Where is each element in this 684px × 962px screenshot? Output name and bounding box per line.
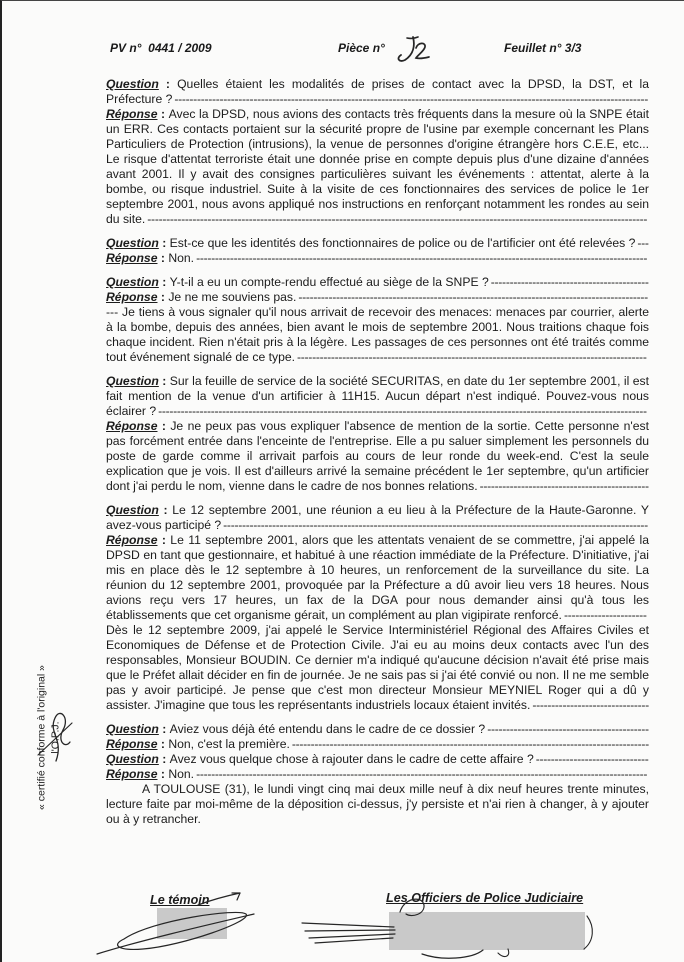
qa-text: --- Je tiens à vous signaler qu'il nous arrivait de recevoir des menaces: menaces par courrier, alerte à la bombe, depuis des années, bien avant le mois de septembre 2001. Nous traitions chaque fois chaque incident. Rien n'était pris à la légère. Les passages de ces personnes ont été traités comme tout événement signalé de ce type. (106, 305, 649, 364)
qa-separator: : (158, 503, 173, 517)
qa-entry (106, 275, 649, 290)
qa-label: Question (106, 77, 159, 91)
qa-block (106, 236, 649, 266)
dash-filler: ------------------------------------------------------------------------------------------------------------------------ (196, 251, 648, 265)
qa-entry (106, 623, 649, 713)
dash-filler: ------------------------------------------------------------------------------------------------------------------------------------- (147, 212, 648, 226)
qa-label: Réponse (106, 737, 158, 751)
qa-block (106, 722, 649, 827)
qa-label: Réponse (106, 767, 158, 781)
qa-entry (106, 737, 649, 752)
qa-text: Dès le 12 septembre 2009, j'ai appelé le Service Interministériel Régional des Affaires Civiles et Economiques de Défense et de Protection Civile. J'ai eu au moins deux contacts avec l'un des responsables, Monsieur BOUDIN. Ce dernier m'a indiqué qu'aucune décision n'avait été prise mais que le Préfet allait décider en fin de journée. Je ne sais pas si j'ai été convié ou non. Il ne me semble pas y avoir participé. Je pense que c'est mon directeur Monsieur MEYNIEL Roger qui a dû y assister. J'imagine que tous les représentants industriels locaux étaient invités. (106, 623, 649, 712)
qa-separator: : (157, 290, 169, 304)
qa-separator: : (158, 722, 170, 736)
feuillet-number: Feuillet n° 3/3 (504, 41, 582, 55)
qa-block (106, 503, 649, 713)
qa-text: Avec la DPSD, nous avions des contacts très fréquents dans la mesure où la SNPE était un ERR. Ces contacts portaient sur la sécurité propre de l'usine par exemple concernant les Plans Particuliers de Protection (intrusions), la venue de personnes d'origine étrangère hors C.E.E, etc... Le risque d'attentat terroriste était une donnée prise en compte depuis plus d'une dizaine d'années avant 2001. Il y avait des consignes particulières suivant les événements : attentat, alerte à la bombe, ou risque industriel. Suite à la visite de ces fonctionnaires des services de police le 1er septembre 2001, nous avons appliqué nos instructions en renforçant notamment les rondes au sein du site. (106, 107, 649, 226)
qa-text: Est-ce que les identités des fonctionnaires de police ou de l'artificier ont été relevées ? (169, 236, 636, 250)
qa-separator: : (157, 251, 169, 265)
qa-separator: : (157, 107, 169, 121)
qa-separator: : (158, 77, 178, 91)
qa-entry (106, 236, 649, 251)
qa-text: Non. (168, 767, 195, 781)
qa-entry (106, 107, 649, 227)
witness-signature-label: Le témoin (150, 893, 210, 907)
certification-text: « certifié conforme à l'original » (35, 665, 48, 810)
qa-entry (106, 503, 649, 533)
dash-filler: ----------------------------------------------------------------------------------------------- (291, 737, 649, 751)
qa-entry (106, 722, 649, 737)
pv-number: PV n° 0441 / 2009 (110, 41, 212, 55)
dash-filler: ------------------------------------------------------------------------------------------------------------------------------ (174, 92, 648, 106)
qa-entry (106, 290, 649, 305)
dash-filler: ------------------------------------------ (490, 275, 649, 289)
qa-separator: : (158, 275, 170, 289)
qa-label: Question (106, 374, 159, 388)
officers-name-redaction (389, 912, 585, 950)
qa-separator: : (158, 374, 170, 388)
signature-area (2, 890, 684, 962)
dash-filler: --------------------------------------------- (479, 479, 649, 493)
deposition-body (106, 77, 649, 827)
dash-filler: ------------------------------ (535, 752, 649, 766)
qa-text: Non. (168, 251, 195, 265)
qa-entry (106, 767, 649, 782)
qa-text: Le 11 septembre 2001, alors que les attentats venaient de se commettre, j'ai appelé la DPSD en tant que gestionnaire, et habitué à une réaction immédiate de la Préfecture. D'initiative, j'ai mis en place dès le 12 septembre à 10 heures, un renforcement de la surveillance du site. La réunion du 12 septembre 2001, provoquée par la Préfecture a dû avoir lieu vers 18 heures. Nous avions reçu vers 17 heures, un fax de la DGA pour nous demander ainsi qu'à tous les établissements que cet organisme gérait, un complément au plan vigipirate renforcé. (106, 533, 649, 622)
qa-entry (106, 419, 649, 494)
qa-text: Je ne me souviens pas. (168, 290, 297, 304)
opj-text: l'O.P.J. (49, 721, 62, 754)
dash-filler: ------------------------------- (532, 698, 649, 712)
qa-entry (106, 305, 649, 365)
witness-name-redaction (157, 908, 227, 939)
qa-separator: : (158, 752, 170, 766)
qa-text: A TOULOUSE (31), le lundi vingt cinq mai deux mille neuf à dix neuf heures trente minutes, lecture faite par moi-même de la déposition ci-dessus, j'y persiste et n'ai rien à changer, à y ajouter ou à y retrancher. (106, 782, 649, 826)
qa-text: Quelles étaient les modalités de prises de contact avec la DPSD, la DST, et la Préfecture ? (106, 77, 649, 106)
qa-block (106, 77, 649, 227)
qa-entry (106, 782, 649, 827)
opj-initials-scribble (26, 701, 78, 773)
qa-entry (106, 752, 649, 767)
qa-label: Réponse (106, 419, 158, 433)
qa-separator: : (157, 419, 171, 433)
qa-text: Non, c'est la première. (168, 737, 290, 751)
dash-filler: ----------------------------------------------------------------------------------------------------------------- (223, 518, 648, 532)
qa-label: Question (106, 275, 159, 289)
qa-label: Question (106, 752, 159, 766)
qa-separator: : (157, 533, 171, 547)
qa-label: Réponse (106, 107, 158, 121)
qa-label: Question (106, 503, 159, 517)
handwritten-piece-number (393, 32, 433, 68)
dash-filler: ------------------------------------------- (487, 722, 649, 736)
qa-block (106, 275, 649, 365)
dash-filler: ------------------------------------------------------------------------------------------------------------------------ (196, 767, 648, 781)
qa-label: Réponse (106, 251, 158, 265)
qa-text: Le 12 septembre 2001, une réunion a eu lieu à la Préfecture de la Haute-Garonne. Y avez-vous participé ? (106, 503, 649, 532)
qa-label: Question (106, 722, 159, 736)
qa-text: Y-t-il a eu un compte-rendu effectué au siège de la SNPE ? (169, 275, 489, 289)
piece-number-label: Pièce n° (338, 41, 385, 55)
qa-label: Réponse (106, 290, 158, 304)
dash-filler: --- (637, 236, 649, 250)
qa-text: Avez vous quelque chose à rajouter dans le cadre de cette affaire ? (169, 752, 534, 766)
dash-filler: --------------------------------------------------------------------------------------------- (298, 290, 648, 304)
qa-text: Sur la feuille de service de la société SECURITAS, en date du 1er septembre 2001, il est fait mention de la venue d'un artificier à 11H15. Aucun départ n'est indiqué. Pouvez-vous nous éclairer ? (106, 374, 649, 418)
qa-label: Question (106, 236, 159, 250)
qa-text: Aviez vous déjà été entendu dans le cadre de ce dossier ? (169, 722, 486, 736)
qa-separator: : (157, 737, 169, 751)
qa-block (106, 374, 649, 494)
qa-text: Je ne peux pas vous expliquer l'absence de mention de la sortie. Cette personne n'est pas forcément entrée dans l'enceinte de l'entreprise. Elle a pu saluer simplement les personnels du poste de garde comme il arrivait parfois au cours de leur ronde du week-end. C'est la seule explication que je vois. Il est d'ailleurs arrivé la semaine précédent le 1er septembre, qu'un artificier dont j'ai perdu le nom, vienne dans le cadre de nos bonnes relations. (106, 419, 649, 493)
qa-separator: : (157, 767, 169, 781)
qa-entry (106, 77, 649, 107)
qa-separator: : (158, 236, 170, 250)
dash-filler: ---------------------------------------------------------------------------------------------------------------------------------- (158, 404, 647, 418)
dash-filler: ---------------------- (563, 608, 647, 622)
qa-entry (106, 374, 649, 419)
officers-signature-label: Les Officiers de Police Judiciaire (386, 891, 584, 905)
dash-filler: --------------------------------------------------------------------------------------------- (297, 350, 647, 364)
qa-entry (106, 251, 649, 266)
qa-label: Réponse (106, 533, 158, 547)
qa-entry (106, 533, 649, 623)
